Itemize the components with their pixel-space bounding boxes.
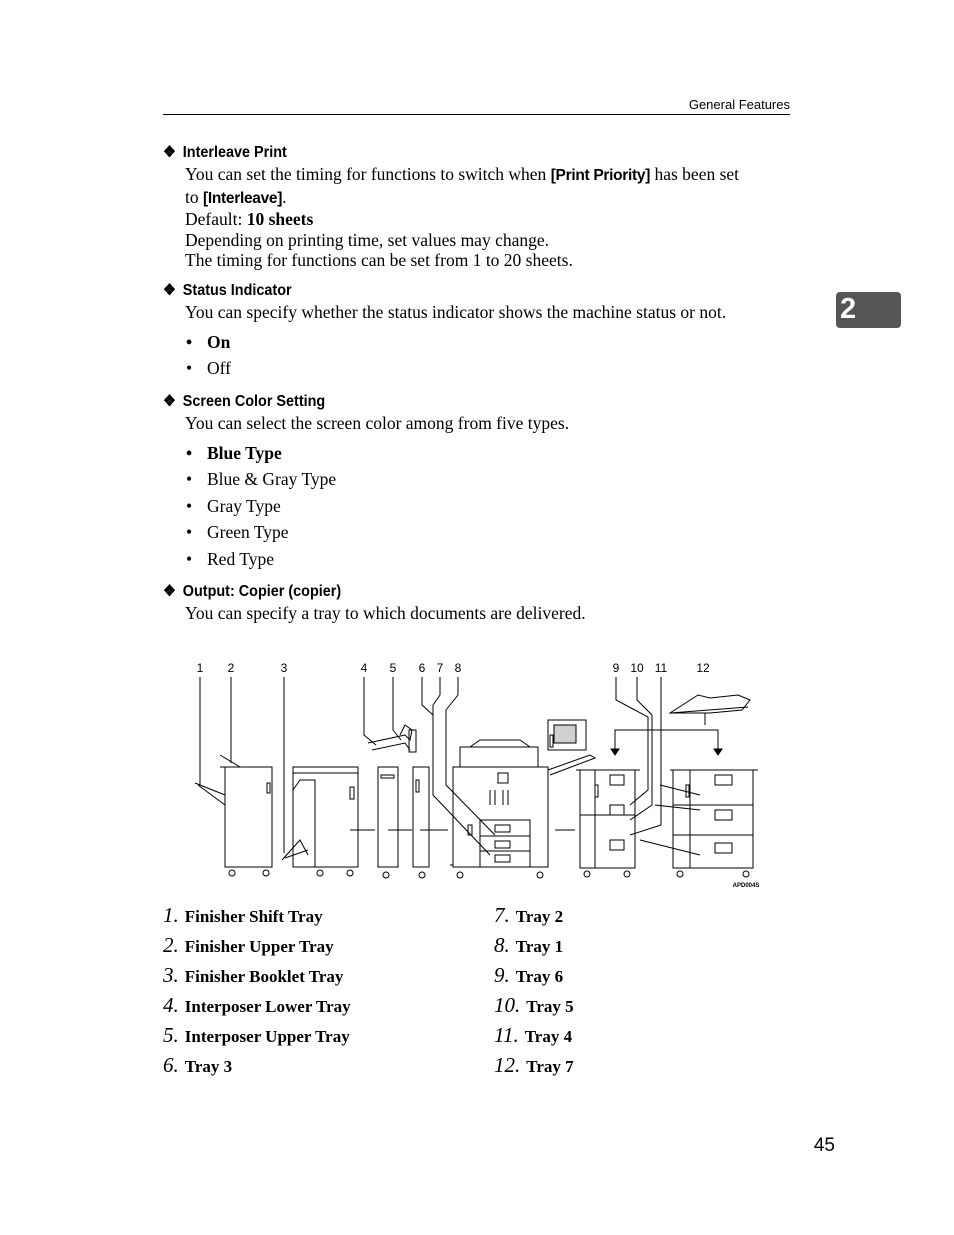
legend-item — [163, 900, 351, 930]
callout-10: 10 — [630, 661, 644, 675]
large-capacity-tray-right — [670, 770, 758, 877]
legend-item — [494, 960, 574, 990]
key-interleave: [Interleave] — [203, 189, 283, 207]
option-item: • Off — [185, 355, 803, 382]
main-copier-unit — [450, 720, 595, 878]
legend-number: 7. — [494, 903, 510, 927]
legend-label: Interposer Lower Tray — [184, 997, 351, 1016]
callout-1: 1 — [196, 661, 204, 675]
callout-9: 9 — [612, 661, 620, 675]
heading-text: Interleave Print — [182, 144, 287, 161]
callout-12: 12 — [696, 661, 710, 675]
text: . — [282, 186, 287, 207]
callout-11: 11 — [654, 661, 668, 675]
section-body — [185, 164, 803, 271]
legend-item — [494, 930, 574, 960]
section-heading — [163, 281, 739, 301]
section-screen-color — [163, 392, 803, 572]
section-heading — [163, 582, 739, 602]
body-line — [185, 164, 803, 187]
section-heading — [163, 143, 739, 163]
legend-label: Tray 5 — [526, 997, 574, 1016]
legend-right-column — [494, 900, 574, 1080]
default-label: Default: — [185, 209, 243, 229]
option-item: • Blue & Gray Type — [185, 466, 803, 493]
text: to — [185, 186, 199, 207]
option-item: • Green Type — [185, 519, 803, 546]
section-heading — [163, 392, 739, 412]
leader-lines — [200, 677, 700, 855]
legend-number: 1. — [163, 903, 179, 927]
legend-number: 2. — [163, 933, 179, 957]
legend-label: Tray 7 — [526, 1057, 574, 1076]
legend-number: 6. — [163, 1053, 179, 1077]
callout-5: 5 — [389, 661, 397, 675]
legend-number: 10. — [494, 993, 521, 1017]
callout-3: 3 — [280, 661, 288, 675]
legend-label: Tray 1 — [515, 937, 564, 956]
diamond-bullet-icon: ❖ — [163, 393, 176, 410]
legend-item — [163, 930, 351, 960]
legend-item — [494, 900, 574, 930]
body-line: Depending on printing time, set values may change. — [185, 229, 550, 250]
text: You can set the timing for functions to switch when — [185, 164, 547, 184]
legend-label: Finisher Booklet Tray — [184, 967, 344, 986]
finisher-unit — [195, 755, 308, 876]
diamond-bullet-icon: ❖ — [163, 583, 176, 600]
body-line — [185, 187, 803, 210]
section-output-copier — [163, 582, 803, 624]
legend-label: Tray 6 — [515, 967, 564, 986]
booklet-finisher-unit — [293, 767, 358, 876]
legend-item — [163, 960, 351, 990]
callout-7: 7 — [436, 661, 444, 675]
section-desc: You can select the screen color among from five types. — [185, 413, 570, 433]
legend-number: 8. — [494, 933, 510, 957]
body-line: The timing for functions can be set from 1 to 20 sheets. — [185, 250, 573, 270]
callout-2: 2 — [227, 661, 235, 675]
text: has been set — [654, 164, 740, 184]
legend-label: Finisher Upper Tray — [184, 937, 334, 956]
callout-8: 8 — [454, 661, 462, 675]
option-item: • Gray Type — [185, 493, 803, 520]
header-rule — [163, 114, 790, 115]
option-item: • On — [185, 329, 803, 356]
diamond-bullet-icon: ❖ — [163, 282, 176, 299]
legend-label: Tray 4 — [524, 1027, 573, 1046]
diamond-bullet-icon: ❖ — [163, 144, 176, 161]
legend-number: 3. — [163, 963, 179, 987]
legend-number: 5. — [163, 1023, 179, 1047]
legend-item — [163, 990, 351, 1020]
option-item: • Red Type — [185, 546, 803, 573]
legend-item — [494, 1050, 574, 1080]
copier-tray-diagram — [190, 655, 770, 895]
legend-number: 4. — [163, 993, 179, 1017]
large-capacity-tray-left — [576, 770, 640, 877]
heading-text: Screen Color Setting — [182, 393, 326, 410]
legend-label: Tray 3 — [184, 1057, 233, 1076]
callout-4: 4 — [360, 661, 368, 675]
status-options — [163, 329, 803, 382]
legend-label: Tray 2 — [515, 907, 564, 926]
legend-label: Finisher Shift Tray — [184, 907, 323, 926]
chapter-number: 2 — [840, 293, 857, 325]
heading-text: Output: Copier (copier) — [182, 583, 342, 600]
legend-left-column — [163, 900, 351, 1080]
tray-7-output-shape — [611, 695, 750, 755]
default-value: 10 sheets — [246, 209, 314, 229]
legend-label: Interposer Upper Tray — [184, 1027, 350, 1046]
chapter-tab — [836, 292, 901, 328]
legend-item — [494, 990, 574, 1020]
section-desc: You can specify a tray to which documents are delivered. — [185, 603, 586, 623]
legend-item — [163, 1050, 351, 1080]
legend-number: 11. — [494, 1023, 519, 1047]
running-header: General Features — [688, 97, 790, 112]
color-options — [163, 440, 803, 573]
callout-6: 6 — [418, 661, 426, 675]
section-interleave-print — [163, 143, 803, 271]
legend-number: 9. — [494, 963, 510, 987]
legend-number: 12. — [494, 1053, 521, 1077]
key-print-priority: [Print Priority] — [550, 167, 651, 184]
figure-code: APD004S — [732, 883, 760, 889]
option-item: • Blue Type — [185, 440, 803, 467]
legend-item — [163, 1020, 351, 1050]
page-number: 45 — [813, 1135, 835, 1156]
legend-item — [494, 1020, 574, 1050]
section-status-indicator — [163, 281, 803, 382]
default-line — [185, 209, 803, 230]
section-desc: You can specify whether the status indicator shows the machine status or not. — [185, 302, 727, 322]
heading-text: Status Indicator — [182, 282, 292, 299]
